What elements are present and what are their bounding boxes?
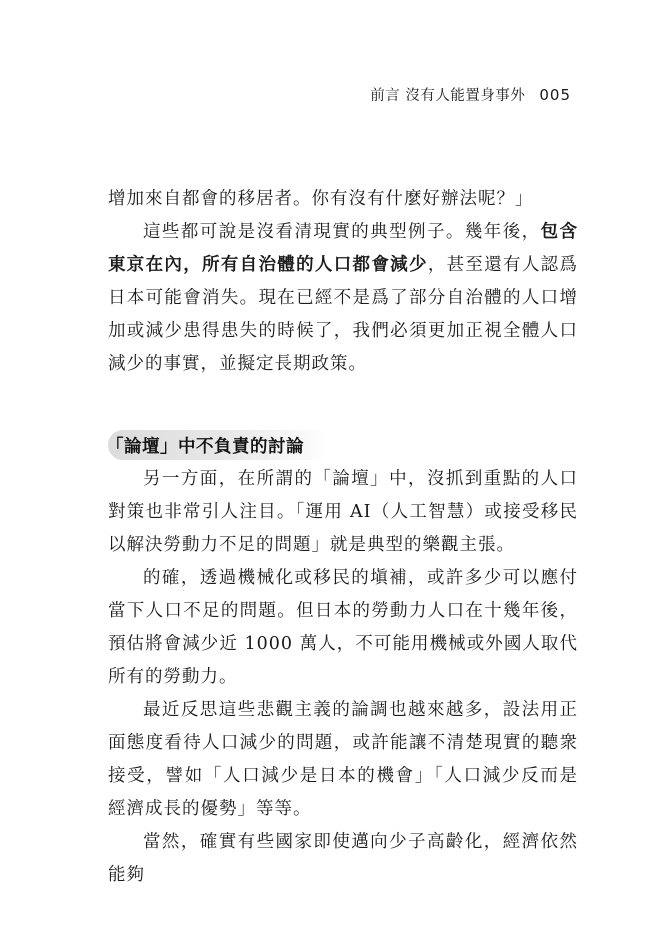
body-section-two: [108, 463, 578, 892]
page-number: 005: [539, 86, 571, 104]
section-heading: [108, 430, 330, 460]
paragraph: 增加來自都會的移居者。你有沒有什麼好辦法呢？」: [108, 189, 534, 209]
paragraph: 另一方面，在所謂的「論壇」中，沒抓到重點的人口對策也非常引人注目。「運用 AI（人工智慧）或接受移民以解決勞動力不足的問題」就是典型的樂觀主張。: [108, 469, 578, 555]
emphasis-text: 包含東京在內，所有自治體的人口都會減少: [108, 222, 579, 275]
paragraph-text: 這些都可說是沒看清現實的典型例子。幾年後，: [143, 222, 541, 242]
paragraph: 最近反思這些悲觀主義的論調也越來越多，設法用正面態度看待人口減少的問題，或許能讓不清楚現實的聽衆接受，譬如「人口減少是日本的機會」「人口減少反而是經濟成長的優勢」等等。: [108, 700, 578, 819]
section-heading-title: 「論壇」中不負責的討論: [106, 436, 304, 457]
paragraph-text: ，甚至還有人認爲日本可能會消失。現在已經不是爲了部分自治體的人口增加或減少患得患失的時候了，我們必須更加正視全體人口減少的事實，並擬定長期政策。: [108, 255, 578, 374]
paragraph: 當然，確實有些國家即使邁向少子高齡化，經濟依然能夠: [108, 832, 578, 885]
running-title: 前言 沒有人能置身事外: [370, 88, 526, 104]
paragraph: 的確，透過機械化或移民的塡補，或許多少可以應付當下人口不足的問題。但日本的勞動力人口在十幾年後，預估將會減少近 1000 萬人，不可能用機械或外國人取代所有的勞動力。: [108, 568, 578, 687]
paragraph: [108, 216, 578, 381]
running-header: [370, 84, 571, 105]
body-section-one: [108, 183, 578, 381]
